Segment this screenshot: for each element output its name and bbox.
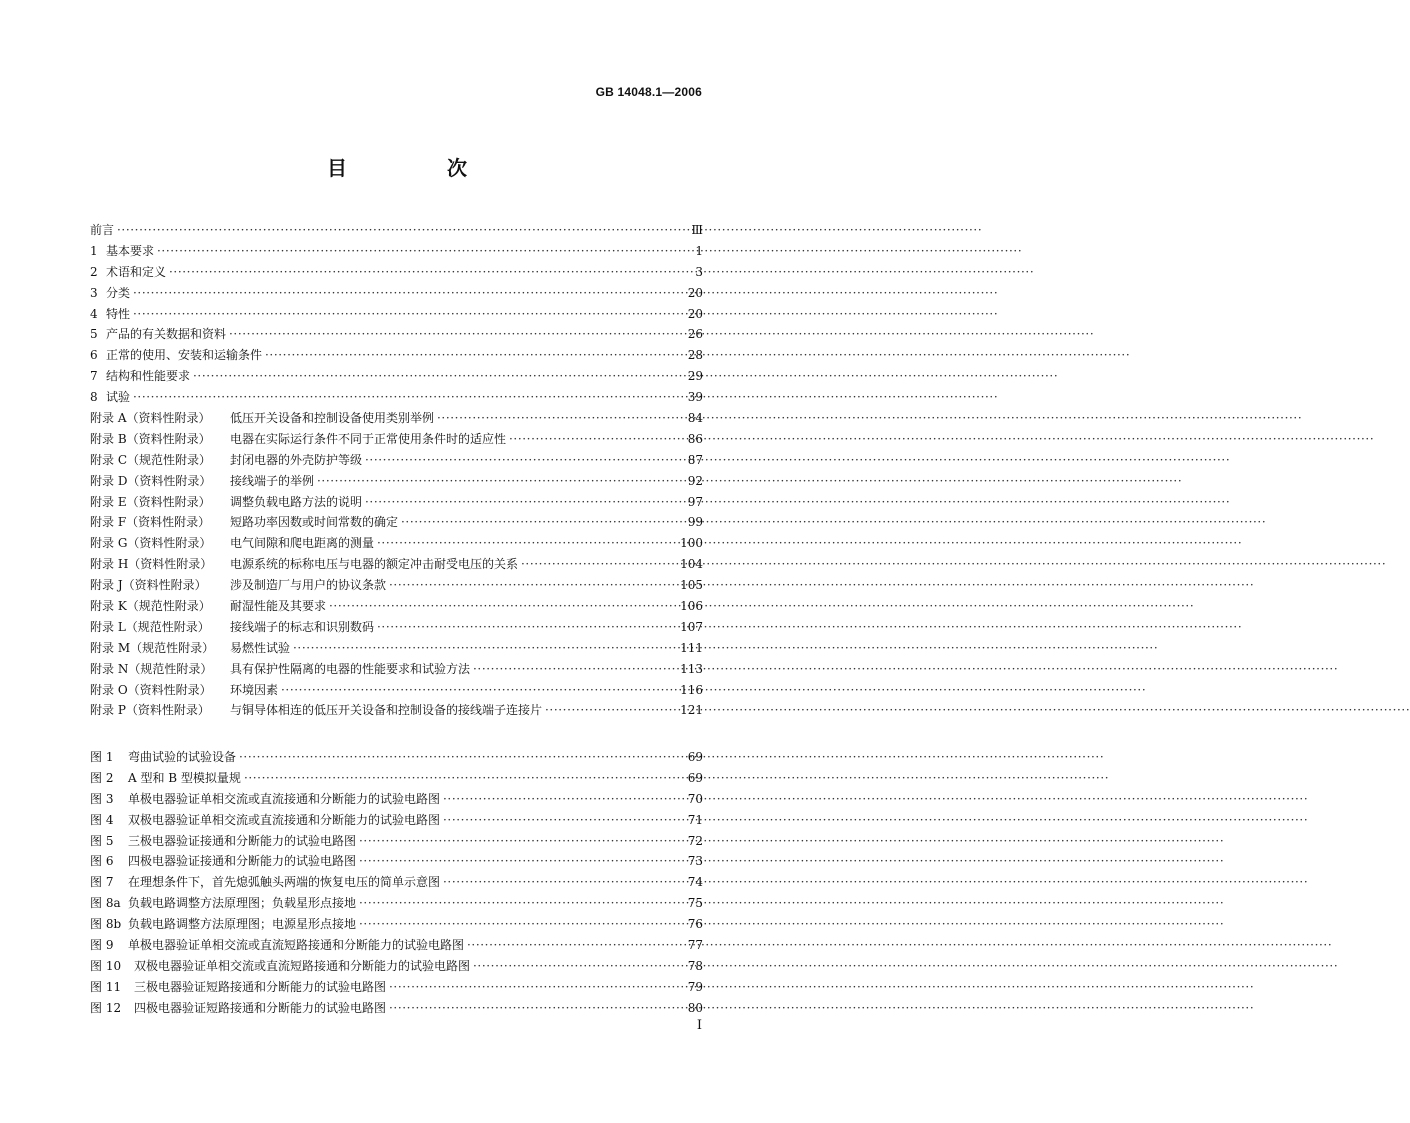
toc-entry-page: 29 (687, 369, 703, 384)
appendix-row-p[interactable] (90, 700, 703, 721)
dot-leader (359, 914, 685, 935)
dot-leader (443, 872, 685, 893)
appendix-label: 附录 F（资料性附录） (90, 515, 211, 530)
appendix-row-o[interactable] (90, 680, 703, 701)
dot-leader (467, 935, 685, 956)
toc-entry-title: 术语和定义 (106, 264, 167, 279)
figure-row-6[interactable] (90, 851, 703, 872)
appendix-title: 具有保护性隔离的电器的性能要求和试验方法 (230, 661, 471, 676)
appendix-row-f[interactable] (90, 512, 703, 533)
toc-entry-title: 分类 (106, 285, 131, 300)
appendix-row-b[interactable] (90, 429, 703, 450)
figure-page: 73 (687, 854, 703, 869)
appendix-label: 附录 M（规范性附录） (90, 640, 215, 655)
figure-title: 四极电器验证短路接通和分断能力的试验电路图 (134, 1000, 387, 1015)
dot-leader (443, 789, 685, 810)
toc-entry-title: 特性 (106, 306, 131, 321)
figure-row-9[interactable] (90, 935, 703, 956)
appendix-label: 附录 A（资料性附录） (90, 411, 211, 426)
appendix-page: 87 (687, 452, 703, 467)
appendix-title: 封闭电器的外壳防护等级 (230, 452, 363, 467)
dot-leader (389, 977, 685, 998)
appendix-title: 电气间隙和爬电距离的测量 (230, 536, 375, 551)
figure-label: 图 3 (90, 791, 114, 806)
appendix-label: 附录 C（规范性附录） (90, 452, 211, 467)
toc-entry-number: 2 (90, 264, 98, 279)
appendix-row-a[interactable] (90, 408, 703, 429)
toc-entry-number: 5 (90, 327, 98, 342)
toc-entry-title: 基本要求 (106, 243, 155, 258)
figure-title: 双极电器验证单相交流或直流接通和分断能力的试验电路图 (128, 812, 441, 827)
figure-page: 70 (687, 791, 703, 806)
figure-page: 74 (687, 875, 703, 890)
standard-code: GB 14048.1—2006 (595, 85, 702, 99)
appendix-page: 105 (680, 578, 703, 593)
table-of-contents (90, 220, 703, 721)
figure-title: 三极电器验证接通和分断能力的试验电路图 (128, 833, 357, 848)
dot-leader (377, 617, 677, 638)
toc-entry-page: 28 (687, 348, 703, 363)
toc-row-2[interactable] (90, 262, 703, 283)
toc-entry-number: 3 (90, 285, 98, 300)
appendix-row-c[interactable] (90, 450, 703, 471)
appendix-label: 附录 G（资料性附录） (90, 536, 212, 551)
dot-leader (359, 893, 685, 914)
appendix-page: 97 (687, 494, 703, 509)
appendix-page: 116 (680, 682, 703, 697)
appendix-page: 92 (687, 473, 703, 488)
toc-row-1[interactable] (90, 241, 703, 262)
dot-leader (157, 241, 692, 262)
appendix-label: 附录 L（规范性附录） (90, 619, 210, 634)
toc-row-8[interactable] (90, 387, 703, 408)
figure-page: 75 (687, 896, 703, 911)
dot-leader (265, 345, 685, 366)
toc-row-6[interactable] (90, 345, 703, 366)
figure-row-1[interactable] (90, 747, 703, 768)
appendix-row-h[interactable] (90, 554, 703, 575)
figure-label: 图 9 (90, 938, 114, 953)
figure-label: 图 2 (90, 770, 114, 785)
figure-row-2[interactable] (90, 768, 703, 789)
toc-entry-number: 1 (90, 243, 98, 258)
dot-leader (293, 638, 677, 659)
appendix-page: 99 (687, 515, 703, 530)
figure-label: 图 8b (90, 917, 122, 932)
appendix-page: 121 (680, 703, 703, 718)
appendix-page: 100 (680, 536, 703, 551)
toc-row-3[interactable] (90, 283, 703, 304)
toc-entry-number: 8 (90, 390, 98, 405)
toc-row-foreword[interactable] (90, 220, 703, 241)
dot-leader (244, 768, 685, 789)
appendix-title: 电器在实际运行条件不同于正常使用条件时的适应性 (230, 431, 507, 446)
figure-row-8a[interactable] (90, 893, 703, 914)
appendix-title: 低压开关设备和控制设备使用类别举例 (230, 411, 435, 426)
appendix-title: 调整负载电路方法的说明 (230, 494, 363, 509)
dot-leader (389, 998, 685, 1019)
figure-page: 79 (687, 979, 703, 994)
figure-title: 在理想条件下，首先熄弧触头两端的恢复电压的简单示意图 (128, 875, 441, 890)
figure-row-8b[interactable] (90, 914, 703, 935)
figure-label: 图 12 (90, 1000, 122, 1015)
figure-title: 负载电路调整方法原理图；负载星形点接地 (128, 896, 357, 911)
figure-title: 弯曲试验的试验设备 (128, 750, 237, 764)
appendix-title: 接线端子的举例 (230, 473, 315, 488)
appendix-row-d[interactable] (90, 471, 703, 492)
figure-row-5[interactable] (90, 831, 703, 852)
toc-entry-title: 正常的使用、安装和运输条件 (106, 348, 263, 363)
appendix-label: 附录 E（资料性附录） (90, 494, 211, 509)
dot-leader (281, 680, 677, 701)
list-of-figures (90, 747, 703, 1019)
figure-title: 双极电器验证单相交流或直流短路接通和分断能力的试验电路图 (134, 958, 471, 973)
appendix-title: 易燃性试验 (230, 640, 291, 655)
figure-row-7[interactable] (90, 872, 703, 893)
dot-leader (473, 659, 677, 680)
dot-leader (359, 851, 685, 872)
appendix-title: 接线端子的标志和识别数码 (230, 619, 375, 634)
dot-leader (545, 700, 677, 721)
figure-title: 四极电器验证接通和分断能力的试验电路图 (128, 854, 357, 869)
appendix-row-l[interactable] (90, 617, 703, 638)
figure-row-3[interactable] (90, 789, 703, 810)
figure-row-12[interactable] (90, 998, 703, 1019)
appendix-page: 84 (687, 411, 703, 426)
toc-entry-number: 6 (90, 348, 98, 363)
dot-leader (521, 554, 677, 575)
figure-row-4[interactable] (90, 810, 703, 831)
toc-row-7[interactable] (90, 366, 703, 387)
figure-title: 负载电路调整方法原理图；电源星形点接地 (128, 917, 357, 932)
figure-title: 三极电器验证短路接通和分断能力的试验电路图 (134, 979, 387, 994)
dot-leader (473, 956, 685, 977)
figure-label: 图 8a (90, 896, 121, 911)
toc-entry-title: 前言 (90, 223, 115, 237)
toc-entry-number: 7 (90, 369, 98, 384)
dot-leader (437, 408, 685, 429)
appendix-row-e[interactable] (90, 492, 703, 513)
appendix-label: 附录 D（资料性附录） (90, 473, 212, 488)
appendix-page: 86 (687, 431, 703, 446)
dot-leader (443, 810, 685, 831)
dot-leader (239, 747, 685, 768)
figure-page: 69 (687, 750, 703, 764)
appendix-title: 环境因素 (230, 682, 279, 697)
dot-leader (509, 429, 685, 450)
figure-title: A 型和 B 型模拟量规 (128, 770, 241, 785)
dot-leader (169, 262, 692, 283)
figure-page: 77 (687, 938, 703, 953)
figure-title: 单极电器验证单相交流或直流接通和分断能力的试验电路图 (128, 791, 441, 806)
appendix-row-k[interactable] (90, 596, 703, 617)
appendix-label: 附录 K（规范性附录） (90, 599, 211, 614)
figure-page: 78 (687, 958, 703, 973)
toc-row-4[interactable] (90, 304, 703, 325)
toc-entry-page: 3 (695, 264, 703, 279)
dot-leader (133, 304, 685, 325)
dot-leader (365, 492, 685, 513)
appendix-row-g[interactable] (90, 533, 703, 554)
appendix-label: 附录 N（规范性附录） (90, 661, 213, 676)
appendix-label: 附录 H（资料性附录） (90, 557, 213, 572)
dot-leader (117, 220, 688, 241)
appendix-label: 附录 O（资料性附录） (90, 682, 212, 697)
appendix-label: 附录 B（资料性附录） (90, 431, 211, 446)
appendix-page: 107 (680, 619, 703, 634)
figure-row-11[interactable] (90, 977, 703, 998)
dot-leader (229, 324, 685, 345)
appendix-page: 104 (680, 557, 703, 572)
toc-entry-page: Ⅲ (691, 223, 703, 237)
toc-entry-number: 4 (90, 306, 98, 321)
dot-leader (193, 366, 685, 387)
figure-page: 69 (687, 770, 703, 785)
toc-entry-page: 20 (687, 306, 703, 321)
toc-entry-title: 结构和性能要求 (106, 369, 191, 384)
dot-leader (317, 471, 685, 492)
appendix-label: 附录 J（资料性附录） (90, 578, 207, 593)
appendix-title: 短路功率因数或时间常数的确定 (230, 515, 399, 530)
figure-label: 图 4 (90, 812, 114, 827)
figure-label: 图 1 (90, 750, 114, 764)
appendix-title: 电源系统的标称电压与电器的额定冲击耐受电压的关系 (230, 557, 519, 572)
toc-entry-page: 39 (687, 390, 703, 405)
figure-label: 图 6 (90, 854, 114, 869)
toc-row-5[interactable] (90, 324, 703, 345)
figure-label: 图 7 (90, 875, 114, 890)
page-title: 目 次 (327, 156, 507, 180)
appendix-row-n[interactable] (90, 659, 703, 680)
appendix-row-m[interactable] (90, 638, 703, 659)
page-number: I (696, 1018, 702, 1033)
toc-entry-page: 20 (687, 285, 703, 300)
figure-page: 72 (687, 833, 703, 848)
dot-leader (377, 533, 677, 554)
toc-entry-title: 产品的有关数据和资料 (106, 327, 227, 342)
appendix-row-j[interactable] (90, 575, 703, 596)
appendix-title: 耐湿性能及其要求 (230, 599, 327, 614)
figure-label: 图 11 (90, 979, 122, 994)
appendix-title: 涉及制造厂与用户的协议条款 (230, 578, 387, 593)
dot-leader (133, 283, 685, 304)
dot-leader (133, 387, 685, 408)
toc-entry-page: 1 (695, 243, 703, 258)
appendix-label: 附录 P（资料性附录） (90, 703, 210, 718)
toc-entry-title: 试验 (106, 390, 131, 405)
dot-leader (329, 596, 677, 617)
figure-title: 单极电器验证单相交流或直流短路接通和分断能力的试验电路图 (128, 938, 465, 953)
figure-page: 76 (687, 917, 703, 932)
dot-leader (365, 450, 685, 471)
dot-leader (389, 575, 677, 596)
toc-entry-page: 26 (687, 327, 703, 342)
figure-label: 图 5 (90, 833, 114, 848)
dot-leader (401, 512, 685, 533)
figure-page: 80 (687, 1000, 703, 1015)
appendix-page: 111 (680, 640, 703, 655)
figure-page: 71 (687, 812, 703, 827)
appendix-page: 106 (680, 599, 703, 614)
appendix-title: 与铜导体相连的低压开关设备和控制设备的接线端子连接片 (230, 703, 543, 718)
figure-row-10[interactable] (90, 956, 703, 977)
dot-leader (359, 831, 685, 852)
figure-label: 图 10 (90, 958, 122, 973)
appendix-page: 113 (680, 661, 703, 676)
